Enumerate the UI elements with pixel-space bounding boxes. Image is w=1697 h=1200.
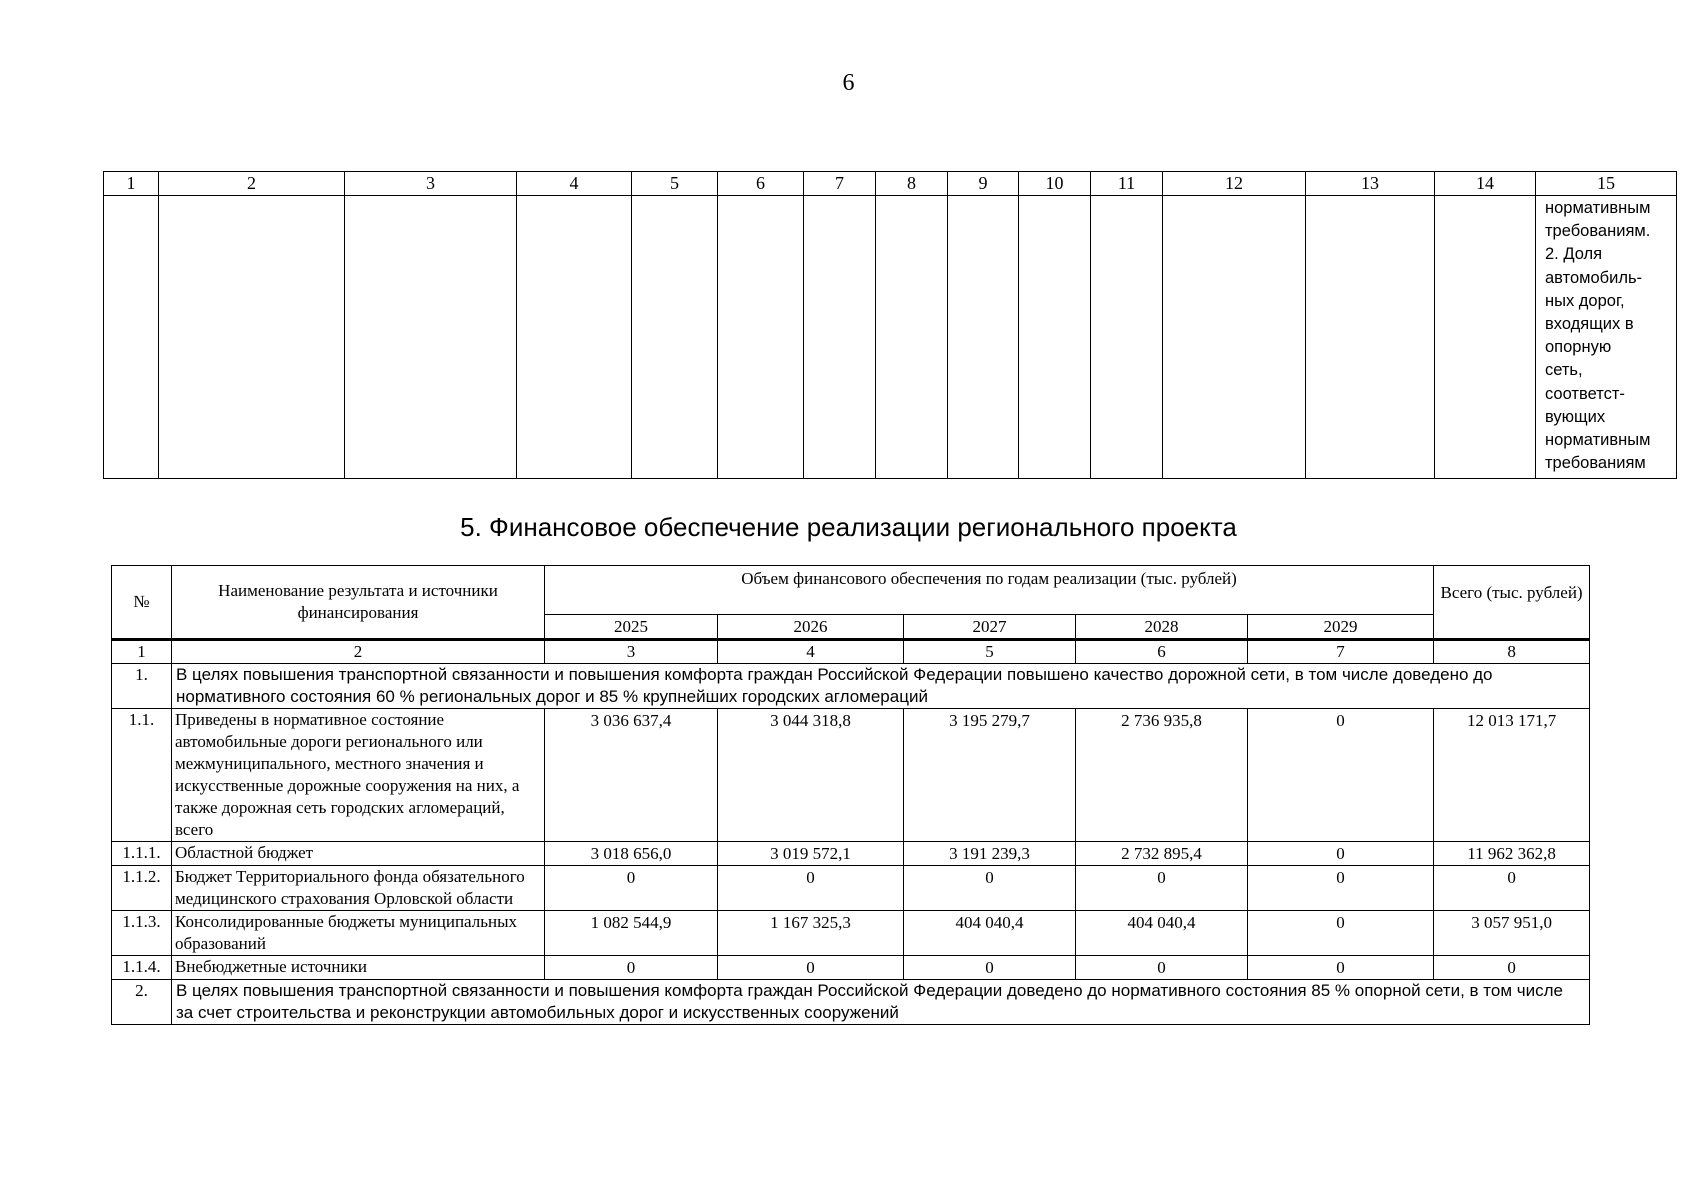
indicator-text-line: требованиям. [1545, 222, 1651, 241]
value-cell: 0 [718, 956, 904, 980]
value-cell: 404 040,4 [1076, 911, 1248, 956]
row-name: Бюджет Территориального фонда обязательного медицинского страхования Орловской области [172, 866, 545, 911]
page-number: 6 [842, 70, 855, 96]
total-cell: 0 [1434, 866, 1590, 911]
indicator-text-line: требованиям [1545, 454, 1646, 473]
row-number: 1.1.4. [112, 956, 172, 980]
indicator-text-line: нормативным [1545, 431, 1651, 450]
header-name: Наименование результата и источники финансирования [172, 566, 545, 640]
table-row [112, 709, 1590, 842]
column-number: 6 [718, 172, 804, 196]
total-cell: 12 013 171,7 [1434, 709, 1590, 842]
row-number: 2. [112, 980, 172, 1025]
empty-cell [1019, 196, 1091, 479]
column-index: 7 [1248, 640, 1434, 664]
total-cell: 3 057 951,0 [1434, 911, 1590, 956]
finance-table [111, 565, 1590, 1025]
column-index: 3 [545, 640, 718, 664]
column-index: 1 [112, 640, 172, 664]
column-index: 5 [904, 640, 1076, 664]
header-total: Всего (тыс. рублей) [1434, 566, 1590, 640]
row-name: Внебюджетные источники [172, 956, 545, 980]
row-number: 1. [112, 664, 172, 709]
value-cell: 3 018 656,0 [545, 842, 718, 866]
indicator-text-line: 2. Доля [1545, 245, 1603, 264]
empty-cell [345, 196, 517, 479]
empty-cell [948, 196, 1019, 479]
empty-cell [159, 196, 345, 479]
value-cell: 3 019 572,1 [718, 842, 904, 866]
row-name: Консолидированные бюджеты муниципальных образований [172, 911, 545, 956]
column-number: 9 [948, 172, 1019, 196]
row-number: 1.1. [112, 709, 172, 842]
table-row [112, 956, 1590, 980]
indicator-text-cell [1536, 196, 1677, 479]
total-cell: 11 962 362,8 [1434, 842, 1590, 866]
indicator-text-line: нормативным [1545, 199, 1651, 217]
section-title: 5. Финансовое обеспечение реализации регионального проекта [460, 512, 1237, 542]
column-index: 6 [1076, 640, 1248, 664]
table-row [112, 866, 1590, 911]
value-cell: 0 [545, 956, 718, 980]
column-number: 5 [632, 172, 718, 196]
empty-cell [632, 196, 718, 479]
indicator-text-line: автомобиль- [1545, 268, 1643, 287]
empty-cell [104, 196, 159, 479]
value-cell: 2 732 895,4 [1076, 842, 1248, 866]
value-cell: 2 736 935,8 [1076, 709, 1248, 842]
year-cell: 2027 [904, 615, 1076, 640]
value-cell: 0 [904, 956, 1076, 980]
column-number: 12 [1163, 172, 1306, 196]
table-row [112, 911, 1590, 956]
column-number: 11 [1091, 172, 1163, 196]
column-index-row [112, 640, 1590, 664]
column-index: 4 [718, 640, 904, 664]
row-name: Приведены в нормативное состояние автомобильные дороги регионального или межмуниципального, местного значения и искусственные дорожные сооружения на них, а также дорожная сеть городских агломераций, всего [172, 709, 545, 842]
column-index: 8 [1434, 640, 1590, 664]
empty-cell [1091, 196, 1163, 479]
row-number: 1.1.1. [112, 842, 172, 866]
indicator-text-line: ных дорог, [1545, 291, 1625, 310]
table-row [112, 842, 1590, 866]
empty-cell [1435, 196, 1536, 479]
empty-cell [718, 196, 804, 479]
row-name: Областной бюджет [172, 842, 545, 866]
column-number-row [104, 172, 1677, 196]
value-cell: 0 [1248, 866, 1434, 911]
value-cell: 0 [1248, 956, 1434, 980]
row-number: 1.1.3. [112, 911, 172, 956]
empty-cell [1306, 196, 1435, 479]
column-number: 4 [517, 172, 632, 196]
header-row [112, 566, 1590, 615]
header-volume: Объем финансового обеспечения по годам реализации (тыс. рублей) [545, 566, 1434, 615]
total-cell: 0 [1434, 956, 1590, 980]
column-number: 1 [104, 172, 159, 196]
year-cell: 2028 [1076, 615, 1248, 640]
column-number: 3 [345, 172, 517, 196]
indicator-text-line: вующих [1545, 407, 1606, 426]
value-cell: 3 191 239,3 [904, 842, 1076, 866]
row-number: 1.1.2. [112, 866, 172, 911]
value-cell: 0 [1248, 842, 1434, 866]
goal-text: В целях повышения транспортной связанности и повышения комфорта граждан Российской Федерации доведено до нормативного состояния 85 % опорной сети, в том числе за счет строительства и реконструкции автомобильных дорог и искусственных сооружений [172, 980, 1590, 1025]
column-number: 13 [1306, 172, 1435, 196]
continuation-table [103, 171, 1677, 479]
continuation-row [104, 196, 1677, 479]
empty-cell [804, 196, 876, 479]
value-cell: 0 [1076, 866, 1248, 911]
year-cell: 2025 [545, 615, 718, 640]
column-index: 2 [172, 640, 545, 664]
header-num: № [112, 566, 172, 640]
goal-row [112, 980, 1590, 1025]
year-cell: 2026 [718, 615, 904, 640]
value-cell: 3 195 279,7 [904, 709, 1076, 842]
value-cell: 0 [718, 866, 904, 911]
indicator-text-line: входящих в [1545, 315, 1634, 334]
column-number: 2 [159, 172, 345, 196]
value-cell: 0 [1248, 911, 1434, 956]
column-number: 14 [1435, 172, 1536, 196]
value-cell: 3 036 637,4 [545, 709, 718, 842]
column-number: 10 [1019, 172, 1091, 196]
column-number: 7 [804, 172, 876, 196]
value-cell: 404 040,4 [904, 911, 1076, 956]
value-cell: 0 [545, 866, 718, 911]
value-cell: 1 167 325,3 [718, 911, 904, 956]
empty-cell [1163, 196, 1306, 479]
goal-row [112, 664, 1590, 709]
empty-cell [876, 196, 948, 479]
year-cell: 2029 [1248, 615, 1434, 640]
value-cell: 0 [1076, 956, 1248, 980]
column-number: 15 [1536, 172, 1677, 196]
column-number: 8 [876, 172, 948, 196]
value-cell: 3 044 318,8 [718, 709, 904, 842]
indicator-text-line: соответст- [1545, 384, 1625, 403]
indicator-text-line: сеть, [1545, 361, 1583, 380]
indicator-text-line: опорную [1545, 338, 1612, 357]
empty-cell [517, 196, 632, 479]
value-cell: 0 [1248, 709, 1434, 842]
goal-text: В целях повышения транспортной связанности и повышения комфорта граждан Российской Федерации повышено качество дорожной сети, в том числе доведено до нормативного состояния 60 % региональных дорог и 85 % крупнейших городских агломераций [172, 664, 1590, 709]
value-cell: 0 [904, 866, 1076, 911]
value-cell: 1 082 544,9 [545, 911, 718, 956]
